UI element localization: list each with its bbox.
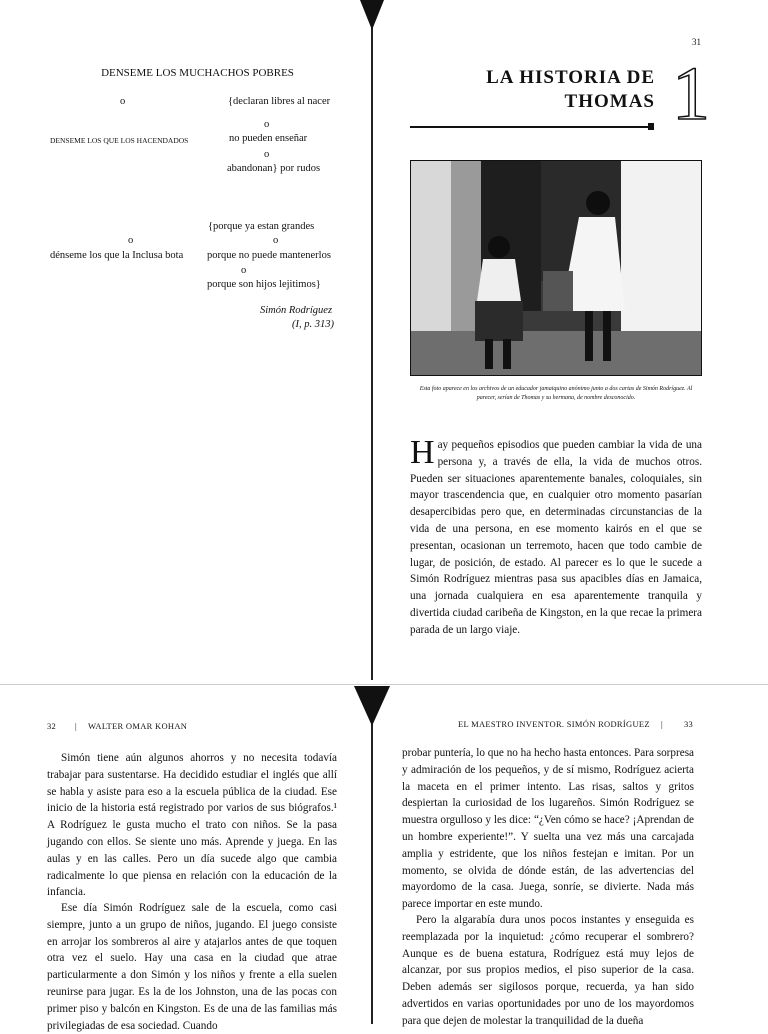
title-rule-end — [648, 123, 654, 130]
poem-heading: DENSEME LOS MUCHACHOS POBRES — [101, 67, 294, 79]
drop-cap: H — [410, 434, 435, 471]
poem-line: {declaran libres al nacer — [228, 96, 331, 107]
poem-reference: (I, p. 313) — [292, 319, 334, 330]
page-number: 33 — [684, 719, 694, 729]
poem-o: o — [120, 96, 126, 107]
poem-author: Simón Rodríguez — [260, 305, 333, 316]
body-paragraph: Pero la algarabía dura unos pocos instantes y enseguida es reemplazada por la inquietud: ¿cómo recuperar el sombrero? Aunque es de buena estatura, Rodríguez está muy lejos de alcanzar, por sus propios medios, el piso superior de la casa. Deben además ser sigilosos porque, recuerda, ya han sido advertidos en varias oportunidades por uno de los mayordomos para que dejen de molestar la tranquilidad de la dueña — [402, 914, 694, 1027]
poem-line: abandonan} por rudos — [227, 163, 321, 174]
historical-photo — [410, 160, 702, 376]
chapter-title-line2: THOMAS — [564, 91, 655, 112]
paragraph-text: ay pequeños episodios que pueden cambiar la vida de una persona y, a través de ella, la vida de muchos otros. Pueden ser situaciones aparentemente banales, coloquiales, sin mayor trascendencia que, en cualquier otro momento pasarían desapercibidas pero que, en determinadas circunstancias de la vida de una persona, en ese momento kairós en el que se presentan, ocasionan un terremoto, hacen que todo cambie de lugar, de posición, de estado. Al parecer es lo que le sucede a Simón Rodríguez mientras pasa sus apacibles días en Jamaica, una jornada cualquiera en esa aparentemente tranquila y divertida ciudad caribeña de Kingston, en la que recae la primera parada de un largo viaje. — [410, 439, 702, 636]
header-separator: | — [661, 719, 664, 729]
poem-o: o — [128, 235, 134, 246]
chapter-opening-paragraph — [410, 434, 702, 639]
poem-line: DENSEME LOS QUE LOS HACENDADOS — [50, 136, 189, 145]
page-number: 31 — [692, 37, 701, 47]
body-paragraph: Simón tiene aún algunos ahorros y no necesita todavía trabajar para sustentarse. Ha decidido estudiar el inglés que allí se habla y asiste para eso a la escuela pública de la ciudad. Ese inicio de la historia está registrado por varios de sus biógrafos.¹ A Rodríguez le gusta mucho el trato con niños. Se la pasa jugando con ellos. Se siente uno más. Aprende y juega. En las aulas y en las calles. Pero un día sucede algo que cambia radicalmente lo que piensa en relación con la educación de la infancia. — [47, 752, 337, 899]
poem-line: {porque ya estan grandes — [208, 221, 315, 232]
photo-caption: Esta foto aparece en los archivos de un educador jamaiquino anónimo junto a dos cartas de Simón Rodríguez. Al parecer, serían de Thomas y su hermana, de nombre desconocido. — [419, 386, 693, 401]
title-rule — [410, 126, 652, 128]
chapter-title-line1: LA HISTORIA DE — [486, 67, 655, 88]
chapter-number: 1 — [672, 52, 710, 136]
poem-o: o — [264, 119, 270, 130]
page-number: 32 — [47, 721, 57, 731]
poem-line: porque no puede mantenerlos — [207, 250, 331, 261]
book-spine-top — [371, 0, 373, 680]
poem-line: porque son hijos lejitimos} — [207, 279, 321, 290]
poem-o: o — [273, 235, 279, 246]
running-header: WALTER OMAR KOHAN — [88, 721, 188, 731]
body-paragraph: probar puntería, lo que no ha hecho hasta entonces. Para sorpresa y admiración de los pequeños, y de sí mismo, Rodríguez acierta la maceta en el primer intento. Las risas, saltos y gritos despiertan la curiosidad de los lugareños. Simón Rodríguez se muestra orgulloso y les dice: “¿Ven cómo se hace? ¡Aprendan de un hombre experiente!”. Y suelta una vez más una carcajada amplia y estridente, que los niños festejan e imitan. Por un momento, se olvida de dónde están, de las advertencias del mayordomo de la casa. Juega, sonríe, se divierte. Nada más parece importar en este mundo. — [402, 747, 695, 911]
poem-o: o — [241, 265, 247, 276]
poem-o: o — [264, 149, 270, 160]
poem-line: no pueden enseñar — [229, 133, 308, 144]
page-divider — [0, 684, 768, 685]
spine-bottom-wedge — [354, 686, 390, 726]
body-paragraph: Ese día Simón Rodríguez sale de la escuela, como casi siempre, junto a un grupo de niños, jugando. El juego consiste en arrojar los sombreros al aire y atajarlos antes de que toquen otra vez el suelo. Hay una casa en la ciudad que atrae particularmente a don Simón y los niños y frente a ella suelen reunirse para jugar. Es la de los Johnston, una de las pocas con primer piso y balcón en Kingston. Es de una de las familias más privilegiadas de esa sociedad. Cuando — [47, 902, 337, 1032]
poem-line: dénseme los que la Inclusa bota — [50, 250, 184, 261]
running-header: EL MAESTRO INVENTOR. SIMÓN RODRÍGUEZ — [458, 719, 650, 729]
spine-top-wedge — [360, 0, 384, 30]
header-separator: | — [75, 721, 78, 731]
book-spine-bottom — [371, 686, 373, 1024]
